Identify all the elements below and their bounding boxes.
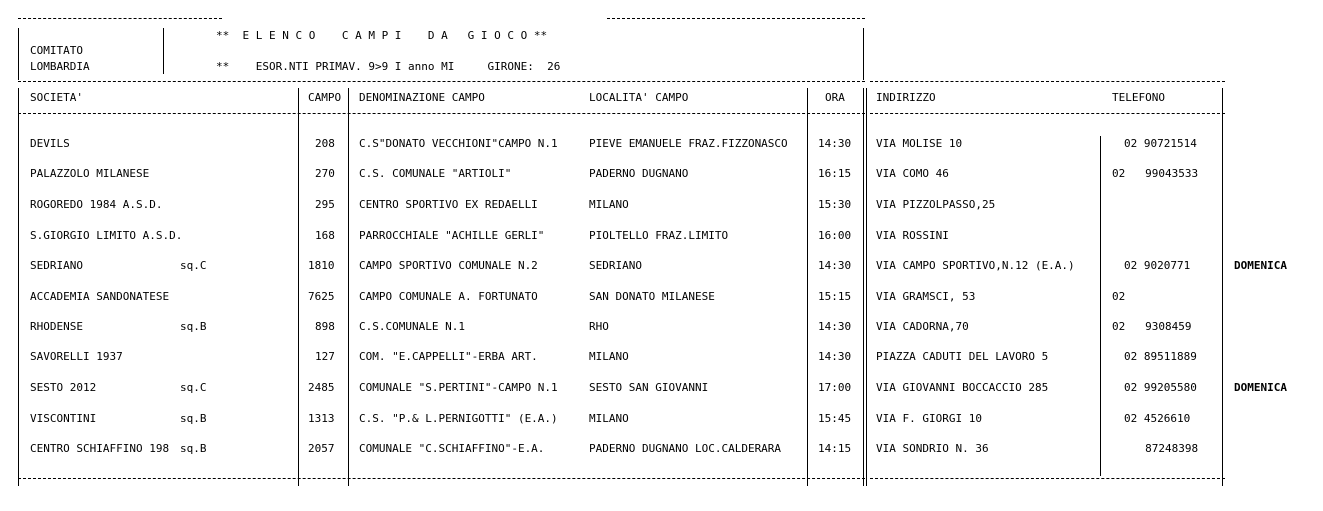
document-title: ** E L E N C O C A M P I D A G I O C O **: [216, 29, 548, 42]
header-left-border: [18, 28, 19, 80]
row-telefono: 02 90721514: [1124, 137, 1197, 150]
row-societa: ACCADEMIA SANDONATESE: [30, 290, 170, 303]
col-sep-ora-right: [863, 88, 864, 486]
col-sep-campo: [298, 88, 299, 486]
row-localita: MILANO: [589, 412, 629, 425]
header-committee-divider: [163, 28, 164, 74]
row-denominazione: PARROCCHIALE "ACHILLE GERLI": [359, 229, 545, 242]
row-denominazione: COMUNALE "C.SCHIAFFINO"-E.A.: [359, 442, 545, 455]
row-denominazione: CAMPO SPORTIVO COMUNALE N.2: [359, 259, 538, 272]
row-societa: VISCONTINI: [30, 412, 97, 425]
row-localita: PADERNO DUGNANO LOC.CALDERARA: [589, 442, 782, 455]
row-denominazione: CENTRO SPORTIVO EX REDAELLI: [359, 198, 538, 211]
row-localita: PADERNO DUGNANO: [589, 167, 689, 180]
row-localita: SEDRIANO: [589, 259, 642, 272]
row-societa: PALAZZOLO MILANESE: [30, 167, 150, 180]
header-bottom-rule-right: [870, 113, 1225, 114]
col-sep-right: [1222, 88, 1223, 486]
row-ora: 14:30: [818, 320, 852, 333]
col-sep-denominazione: [348, 88, 349, 486]
row-societa: S.GIORGIO LIMITO A.S.D.: [30, 229, 183, 242]
row-indirizzo: VIA ROSSINI: [876, 229, 949, 242]
table-bottom-rule-right: [870, 478, 1225, 479]
table-top-rule-right: [870, 81, 1225, 82]
row-campo: 270: [315, 167, 335, 180]
row-telefono: 02: [1112, 290, 1126, 303]
row-campo: 295: [315, 198, 335, 211]
row-localita: MILANO: [589, 198, 629, 211]
category-info: ** ESOR.NTI PRIMAV. 9>9 I anno MI GIRONE: 26: [216, 60, 561, 73]
row-campo: 7625: [308, 290, 335, 303]
row-localita: MILANO: [589, 350, 629, 363]
row-squadra: sq.C: [180, 259, 207, 272]
row-denominazione: COMUNALE "S.PERTINI"-CAMPO N.1: [359, 381, 558, 394]
row-indirizzo: VIA COMO 46: [876, 167, 949, 180]
row-localita: PIOLTELLO FRAZ.LIMITO: [589, 229, 729, 242]
col-header-campo: CAMPO: [308, 91, 342, 104]
row-ora: 14:30: [818, 137, 852, 150]
row-denominazione: C.S"DONATO VECCHIONI"CAMPO N.1: [359, 137, 558, 150]
row-indirizzo: VIA SONDRIO N. 36: [876, 442, 989, 455]
row-indirizzo: VIA MOLISE 10: [876, 137, 963, 150]
col-header-localita: LOCALITA' CAMPO: [589, 91, 689, 104]
row-indirizzo: VIA GIOVANNI BOCCACCIO 285: [876, 381, 1049, 394]
header-right-border: [863, 28, 864, 80]
row-societa: ROGOREDO 1984 A.S.D.: [30, 198, 163, 211]
row-telefono: 02 9020771: [1124, 259, 1191, 272]
col-header-ora: ORA: [825, 91, 845, 104]
col-sep-indirizzo: [866, 88, 867, 486]
row-telefono: 02 99205580: [1124, 381, 1197, 394]
row-societa: SAVORELLI 1937: [30, 350, 123, 363]
col-sep-telefono: [1100, 136, 1101, 476]
row-campo: 1313: [308, 412, 335, 425]
col-header-indirizzo: INDIRIZZO: [876, 91, 936, 104]
row-telefono: 02 9308459: [1112, 320, 1192, 333]
row-campo: 168: [315, 229, 335, 242]
col-header-denominazione: DENOMINAZIONE CAMPO: [359, 91, 485, 104]
row-societa: DEVILS: [30, 137, 70, 150]
row-telefono: 02 89511889: [1124, 350, 1197, 363]
row-denominazione: C.S. "P.& L.PERNIGOTTI" (E.A.): [359, 412, 558, 425]
row-indirizzo: VIA F. GIORGI 10: [876, 412, 982, 425]
row-indirizzo: VIA GRAMSCI, 53: [876, 290, 976, 303]
row-campo: 208: [315, 137, 335, 150]
row-campo: 898: [315, 320, 335, 333]
row-squadra: sq.B: [180, 320, 207, 333]
row-squadra: sq.B: [180, 412, 207, 425]
row-campo: 1810: [308, 259, 335, 272]
row-telefono: 02 4526610: [1124, 412, 1191, 425]
row-ora: 15:15: [818, 290, 852, 303]
row-telefono: 87248398: [1112, 442, 1199, 455]
row-ora: 14:30: [818, 259, 852, 272]
row-ora: 14:15: [818, 442, 852, 455]
row-denominazione: COM. "E.CAPPELLI"-ERBA ART.: [359, 350, 538, 363]
row-denominazione: C.S.COMUNALE N.1: [359, 320, 465, 333]
row-localita: SAN DONATO MILANESE: [589, 290, 715, 303]
committee-region: LOMBARDIA: [30, 60, 90, 73]
row-ora: 14:30: [818, 350, 852, 363]
row-denominazione: CAMPO COMUNALE A. FORTUNATO: [359, 290, 538, 303]
row-note: DOMENICA: [1234, 381, 1287, 394]
col-header-societa: SOCIETA': [30, 91, 83, 104]
row-telefono: 02 99043533: [1112, 167, 1199, 180]
row-indirizzo: VIA CADORNA,70: [876, 320, 969, 333]
row-squadra: sq.B: [180, 442, 207, 455]
row-ora: 16:00: [818, 229, 852, 242]
row-campo: 2057: [308, 442, 335, 455]
row-indirizzo: PIAZZA CADUTI DEL LAVORO 5: [876, 350, 1049, 363]
header-bottom-rule-left: [18, 113, 865, 114]
row-squadra: sq.C: [180, 381, 207, 394]
row-indirizzo: VIA PIZZOLPASSO,25: [876, 198, 996, 211]
row-societa: RHODENSE: [30, 320, 83, 333]
header-top-rule-left: [18, 18, 222, 19]
row-societa: SESTO 2012: [30, 381, 97, 394]
row-denominazione: C.S. COMUNALE "ARTIOLI": [359, 167, 512, 180]
col-header-telefono: TELEFONO: [1112, 91, 1165, 104]
row-indirizzo: VIA CAMPO SPORTIVO,N.12 (E.A.): [876, 259, 1075, 272]
row-campo: 2485: [308, 381, 335, 394]
row-ora: 16:15: [818, 167, 852, 180]
header-top-rule-right: [607, 18, 865, 19]
row-localita: PIEVE EMANUELE FRAZ.FIZZONASCO: [589, 137, 788, 150]
row-localita: RHO: [589, 320, 609, 333]
row-societa: CENTRO SCHIAFFINO 198: [30, 442, 170, 455]
row-ora: 15:30: [818, 198, 852, 211]
row-campo: 127: [315, 350, 335, 363]
table-top-rule-left: [18, 81, 865, 82]
row-localita: SESTO SAN GIOVANNI: [589, 381, 709, 394]
row-societa: SEDRIANO: [30, 259, 83, 272]
col-sep-ora: [807, 88, 808, 486]
row-note: DOMENICA: [1234, 259, 1287, 272]
committee-label: COMITATO: [30, 44, 83, 57]
table-bottom-rule-left: [18, 478, 865, 479]
col-sep-left: [18, 88, 19, 486]
row-ora: 15:45: [818, 412, 852, 425]
row-ora: 17:00: [818, 381, 852, 394]
